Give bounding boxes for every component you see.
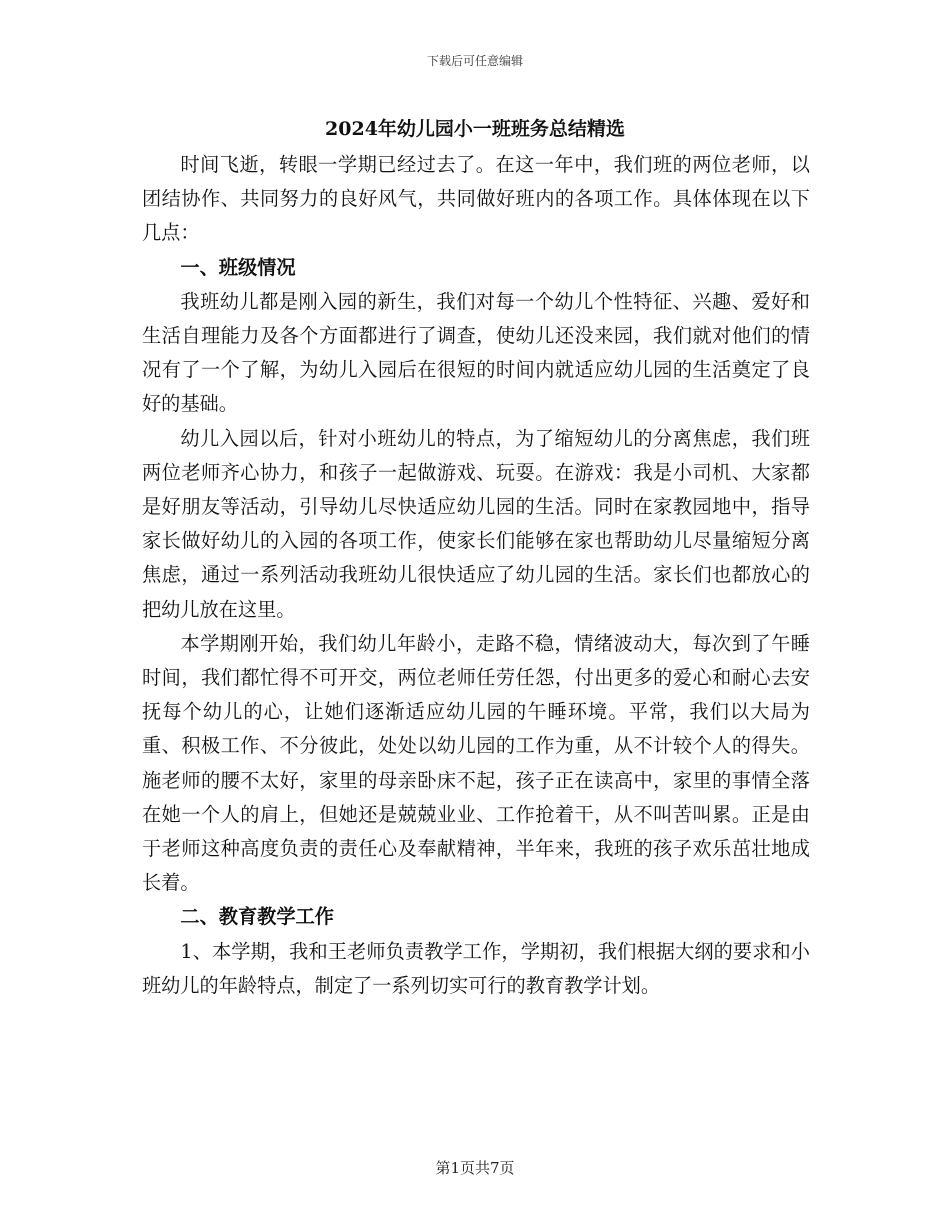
section-heading-education: 二、教育教学工作 xyxy=(180,905,334,929)
intro-paragraph: 时间飞逝，转眼一学期已经过去了。在这一年中，我们班的两位老师，以团结协作、共同努力的良好风气，共同做好班内的各项工作。具体体现在以下几点： xyxy=(142,153,810,245)
document-body xyxy=(142,148,810,1003)
paragraph-adaptation: 幼儿入园以后，针对小班幼儿的特点，为了缩短幼儿的分离焦虑，我们班两位老师齐心协力，和孩子一起做游戏、玩耍。在游戏：我是小司机、大家都是好朋友等活动，引导幼儿尽快适应幼儿园的生活。同时在家教园地中，指导家长做好幼儿的入园的各项工作，使家长们能够在家也帮助幼儿尽量缩短分离焦虑，通过一系列活动我班幼儿很快适应了幼儿园的生活。家长们也都放心的把幼儿放在这里。 xyxy=(142,426,810,621)
section-heading-class-situation: 一、班级情况 xyxy=(180,255,296,279)
document-title: 2024年幼儿园小一班班务总结精选 xyxy=(325,118,625,140)
page-number-footer: 第1页共7页 xyxy=(435,1159,515,1177)
paragraph-nap-time: 本学期刚开始，我们幼儿年龄小，走路不稳，情绪波动大，每次到了午睡时间，我们都忙得不可开交，两位老师任劳任怨，付出更多的爱心和耐心去安抚每个幼儿的心，让她们逐渐适应幼儿园的午睡环境。平常，我们以大局为重、积极工作、不分彼此，处处以幼儿园的工作为重，从不计较个人的得失。施老师的腰不太好，家里的母亲卧床不起，孩子正在读高中，家里的事情全落在她一个人的肩上，但她还是兢兢业业、工作抢着干，从不叫苦叫累。正是由于老师这种高度负责的责任心及奉献精神，半年来，我班的孩子欢乐茁壮地成长着。 xyxy=(142,631,810,895)
header-note: 下载后可任意编辑 xyxy=(426,54,523,68)
paragraph-new-students: 我班幼儿都是刚入园的新生，我们对每一个幼儿个性特征、兴趣、爱好和生活自理能力及各个方面都进行了调查，使幼儿还没来园，我们就对他们的情况有了一个了解，为幼儿入园后在很短的时间内就适应幼儿园的生活奠定了良好的基础。 xyxy=(142,289,810,416)
paragraph-teaching-plan: 1、本学期，我和王老师负责教学工作，学期初，我们根据大纲的要求和小班幼儿的年龄特点，制定了一系列切实可行的教育教学计划。 xyxy=(142,939,810,997)
